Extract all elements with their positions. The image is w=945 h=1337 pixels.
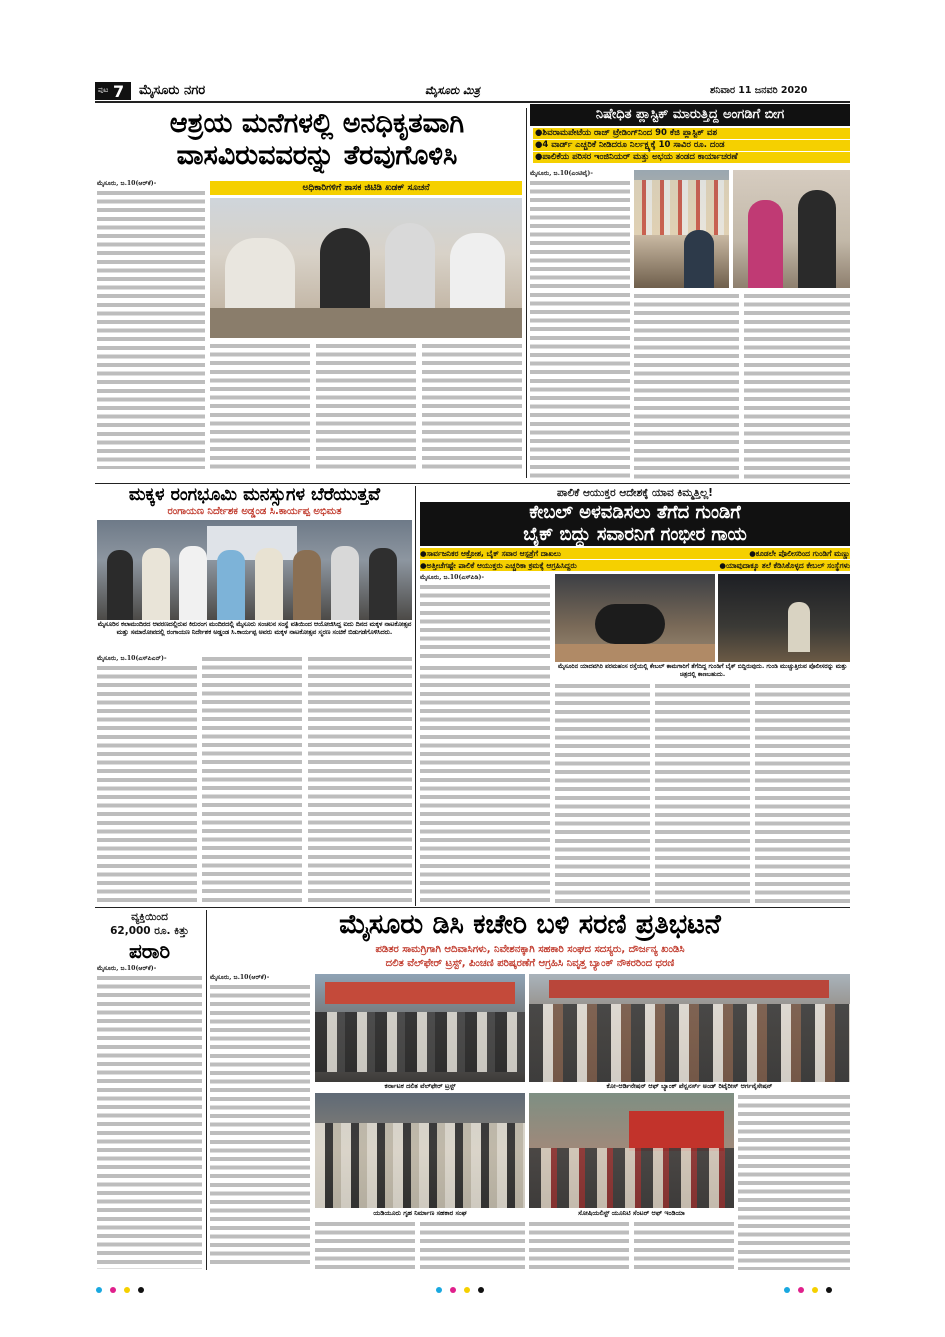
header-rule: [95, 101, 850, 103]
story4-col-b: [555, 682, 650, 904]
story6-col1: [210, 974, 310, 1270]
yellow-dot-icon: [464, 1287, 470, 1293]
story6-subhead-line1: ಪಡಿತರ ಸಾಮಗ್ರಿಗಾಗಿ ಆದಿವಾಸಿಗಳು, ನಿವೇಶನಕ್ಕಾಗಿ ಸಹಕಾರಿ ಸಂಘದ ಸದಸ್ಯರು, ದೌರ್ಜನ್ಯ ಖಂಡಿಸಿ: [375, 944, 685, 955]
story6-col2: [315, 1220, 415, 1270]
story3-col2: [202, 655, 302, 905]
photo-person: [107, 550, 133, 620]
yellow-dot-icon: [812, 1287, 818, 1293]
story4-col1: [420, 574, 550, 662]
story2-photo-right: [733, 170, 850, 288]
photo-crowd: [315, 1012, 525, 1072]
photo-person: [293, 550, 321, 620]
story6-col5: [634, 1220, 734, 1270]
story2-photo-left: [634, 170, 729, 288]
story4-bullet: ●ಅತ್ತೀಚೆಗಷ್ಟೇ ಪಾಲಿಕೆ ಆಯುಕ್ತರು ಎಚ್ಚರಿಕಾ ಕ್ರಮಕ್ಕೆ ಆಗ್ರಹಿಸಿದ್ದರು: [420, 561, 577, 570]
story6-photo-2: [529, 974, 850, 1082]
photo-person: [331, 546, 359, 620]
story3-col3: [308, 655, 412, 905]
story4-bullet: ●ಕೂಡಲೇ ಪೊಲೀಸರಿಂದ ಗುಂಡಿಗೆ ಮಣ್ಣು: [749, 549, 850, 558]
story4-bullets: [420, 548, 850, 571]
story4-dateline: ಮೈಸೂರು, ಜ.10(ಎಸ್‌ಪಿಡಿ)-: [420, 574, 485, 581]
masthead: ಮೈಸೂರು ಮಿತ್ರ: [425, 84, 480, 97]
cyan-dot-icon: [784, 1287, 790, 1293]
story2-bullet-2: ●4 ವಾರ್ಡ್ ಎಚ್ಚರಿಕೆ ನೀಡಿದರೂ ನಿರ್ಲಕ್ಷ್ಯಕ್ಕೆ 10 ಸಾವಿರ ರೂ. ದಂಡ: [533, 140, 850, 151]
story3-caption: ಮೈಸೂರಿನ ಕಲಾಮಂದಿರದ ಆವರಣದಲ್ಲಿರುವ ಕಿರುರಂಗ ಮಂದಿರದಲ್ಲಿ ಮೈಸೂರು ಸಂಚಲನ ಸಂಸ್ಥೆ ವತಿಯಿಂದ ಆಯೋಜಿಸಿದ್ದ ಐದು ದಿನದ ಮಕ್ಕಳ ನಾಟಕೋತ್ಸವ ಮತ್ತು ಸಮಾರೋಪದಲ್ಲಿ ರಂಗಾಯಣ ನಿರ್ದೇಶಕ ಅಡ್ಡಂಡ ಸಿ.ಕಾರ್ಯಪ್ಪ ಅವರು ಮಕ್ಕಳ ನಾಟಕೋತ್ಸವ ಸ್ಮರಣ ಸಂಚಿಕೆ ಬಿಡುಗಡೆಗೊಳಿಸಿದರು.: [97, 621, 412, 636]
story2-bullet-1: ●ಶಿವರಾಮಪೇಟೆಯ ರಾಜ್ ಟ್ರೇಡಿಂಗ್‌ನಿಂದ 90 ಕೆಜಿ ಪ್ಲಾಸ್ಟಿಕ್ ವಶ: [533, 128, 850, 139]
issue-date: ಶನಿವಾರ 11 ಜನವರಿ 2020: [710, 85, 808, 96]
story6-headline: ಮೈಸೂರು ಡಿಸಿ ಕಚೇರಿ ಬಳಿ ಸರಣಿ ಪ್ರತಿಭಟನೆ: [339, 909, 721, 940]
story4-col-a: [420, 664, 550, 904]
photo-person: [798, 190, 836, 288]
story1-col2: [210, 342, 310, 470]
section-title: ಮೈಸೂರು ನಗರ: [139, 83, 206, 98]
story2-col1-text-lines: [530, 179, 630, 479]
story2-bullets: [533, 128, 850, 163]
photo-person: [748, 200, 783, 288]
story4-headline-line2: ಬೈಕ್ ಬಿದ್ದು ಸವಾರನಿಗೆ ಗಂಭೀರ ಗಾಯ: [523, 524, 747, 545]
magenta-dot-icon: [798, 1287, 804, 1293]
yellow-dot-icon: [124, 1287, 130, 1293]
story6-photo-3: [315, 1093, 525, 1208]
story3-col1: [97, 655, 197, 905]
photo-pit: [555, 644, 715, 662]
story6-photo-caption-3: ಯಡಿಯೂರು ಗೃಹ ನಿರ್ಮಾಣ ಸಹಕಾರ ಸಂಘ: [373, 1209, 467, 1217]
story4-col-d: [755, 682, 850, 904]
cyan-dot-icon: [436, 1287, 442, 1293]
story2-dateline: ಮೈಸೂರು, ಜ.10(ಎಂಟಿವೈ)-: [530, 170, 593, 177]
vertical-divider: [415, 486, 416, 906]
photo-person: [142, 548, 170, 620]
magenta-dot-icon: [450, 1287, 456, 1293]
story6-photo-caption-2: ಕೋ-ಆರ್ಡಿನೇಷನ್ ಆಫ್ ಬ್ಯಾಂಕ್ ಪೆನ್ಷನರ್ಸ್ ಅಂಡ್ ರಿಟೈರೀಸ್ ಆರ್ಗನೈಸೇಷನ್: [606, 1082, 773, 1090]
story1-col1: [97, 180, 205, 470]
story5-kicker-line1: ವ್ಯಕ್ತಿಯಿಂದ: [131, 911, 168, 923]
story2-col3: [744, 292, 850, 480]
story4-caption: ಮೈಸೂರಿನ ಯಾದವಗಿರಿ ಪರಮಹಂಸ ರಸ್ತೆಯಲ್ಲಿ ಕೇಬಲ್ ಕಾಮಗಾರಿಗೆ ತೆಗೆದಿದ್ದ ಗುಂಡಿಗೆ ಬೈಕ್ ಬಿದ್ದಿರುವುದು. ಗುಂಡಿ ಮುಚ್ಚುತ್ತಿರುವ ಪೊಲೀಸರನ್ನು ಮತ್ತು ಚಿತ್ರದಲ್ಲಿ ಕಾಣಬಹುದು.: [557, 663, 848, 678]
cyan-dot-icon: [96, 1287, 102, 1293]
photo-crowd: [315, 1123, 525, 1208]
story4-photo-bike: [555, 574, 715, 662]
story1-headline-line2: ವಾಸವಿರುವವರನ್ನು ತೆರವುಗೊಳಿಸಿ: [176, 140, 458, 171]
vertical-divider: [526, 108, 527, 478]
story4-headline-line1: ಕೇಬಲ್ ಅಳವಡಿಸಲು ತೆಗೆದ ಗುಂಡಿಗೆ: [529, 502, 741, 523]
story6-photo-1: [315, 974, 525, 1082]
photo-crowd: [529, 1148, 734, 1208]
black-dot-icon: [826, 1287, 832, 1293]
story6-col-right: [738, 1093, 850, 1270]
story5-dateline: ಮೈಸೂರು, ಜ.10(ಆರ್‌ಕೆ)-: [97, 965, 157, 972]
story2-col1: [530, 170, 630, 480]
story6-col1-text-lines: [210, 983, 310, 1269]
photo-person: [788, 602, 810, 652]
story4-bullet-row: [420, 560, 850, 571]
story6-photo-caption-4: ಸೋಷಿಯಲಿಸ್ಟ್ ಯೂನಿಟಿ ಸೆಂಟರ್ ಆಫ್ ಇಂಡಿಯಾ: [578, 1209, 685, 1217]
magenta-dot-icon: [110, 1287, 116, 1293]
story4-kicker: ಪಾಲಿಕೆ ಆಯುಕ್ತರ ಆದೇಶಕ್ಕೆ ಯಾವ ಕಿಮ್ಮತ್ತಿಲ್ಲ!: [557, 487, 713, 499]
story3-dateline: ಮೈಸೂರು, ಜ.10(ಎಸ್‌ಪಿಎನ್)-: [97, 655, 167, 662]
registration-marks-left: [92, 1278, 148, 1297]
story3-col1-text-lines: [97, 664, 197, 904]
story6-dateline: ಮೈಸೂರು, ಜ.10(ಆರ್‌ಕೆ)-: [210, 974, 270, 981]
story1-col1-text-lines: [97, 189, 205, 469]
photo-person: [217, 550, 245, 620]
photo-person: [255, 548, 283, 620]
registration-marks-right: [780, 1278, 836, 1297]
story6-photo-caption-1: ಕರ್ನಾಟಕ ದಲಿತ ವೆಲ್‌ಫೇರ್ ಟ್ರಸ್ಟ್: [384, 1082, 456, 1090]
photo-shelf: [634, 180, 729, 235]
vertical-divider: [206, 910, 207, 1270]
story3-headline: ಮಕ್ಕಳ ರಂಗಭೂಮಿ ಮನಸ್ಸುಗಳ ಬೆರೆಯುತ್ತವೆ: [128, 485, 381, 505]
story1-col4: [422, 342, 522, 470]
photo-person: [684, 230, 714, 288]
photo-person: [369, 548, 397, 620]
story4-bullet: ●ಸಾರ್ವಜನಿಕರ ಆಕ್ರೋಶ, ಬೈಕ್ ಸವಾರ ಆಸ್ಪತ್ರೆಗೆ ದಾಖಲು: [420, 549, 561, 558]
story2-col2: [634, 292, 739, 480]
story6-col4: [529, 1220, 629, 1270]
story4-col-c: [655, 682, 750, 904]
story4-photo-police: [718, 574, 850, 662]
story5-text-lines: [97, 974, 202, 1269]
story6-photo-4: [529, 1093, 734, 1208]
page-number-box: [95, 82, 131, 100]
story3-photo: [97, 520, 412, 620]
photo-banner: [629, 1111, 724, 1151]
photo-person: [179, 546, 207, 620]
page-number: 7: [113, 82, 125, 101]
photo-banner: [325, 982, 515, 1004]
story5-kicker-line2: 62,000 ರೂ. ಕಿತ್ತು: [110, 925, 189, 937]
photo-banner: [549, 980, 829, 998]
story2-headline: ನಿಷೇಧಿತ ಪ್ಲಾಸ್ಟಿಕ್ ಮಾರುತ್ತಿದ್ದ ಅಂಗಡಿಗೆ ಬೀಗ: [595, 107, 785, 122]
story4-headline-box: [420, 502, 850, 546]
registration-marks-center: [432, 1278, 488, 1297]
page-label: ಪುಟ: [98, 86, 109, 94]
story4-bullet-row: [420, 548, 850, 559]
story6-subhead-line2: ದಲಿತ ವೆಲ್‌ಫೇರ್ ಟ್ರಸ್ಟ್, ಪಿಂಚಣಿ ಪರಿಷ್ಕರಣೆಗೆ ಆಗ್ರಹಿಸಿ ನಿವೃತ್ತ ಬ್ಯಾಂಕ್ ನೌಕರರಿಂದ ಧರಣಿ: [385, 958, 675, 969]
story6-col3: [420, 1220, 525, 1270]
story1-dateline: ಮೈಸೂರು, ಜ.10(ಆರ್‌ಕೆ)-: [97, 180, 157, 187]
story1-col3: [316, 342, 416, 470]
photo-table: [210, 308, 522, 338]
story2-headline-bar: [530, 104, 850, 126]
photo-crowd: [529, 1004, 850, 1082]
story5-col: [97, 965, 202, 1270]
story2-bullet-3: ●ಪಾಲಿಕೆಯ ಪರಿಸರ ಇಂಜಿನಿಯರ್ ಮತ್ತು ಅಭಯ ತಂಡದ ಕಾರ್ಯಾಚರಣೆ: [533, 152, 850, 163]
black-dot-icon: [478, 1287, 484, 1293]
story1-photo: [210, 198, 522, 338]
story1-headline-line1: ಆಶ್ರಯ ಮನೆಗಳಲ್ಲಿ ಅನಧಿಕೃತವಾಗಿ: [169, 108, 465, 139]
photo-bike: [595, 604, 665, 644]
story1-subhead: [210, 181, 522, 195]
story4-col1-text-lines: [420, 583, 550, 661]
story1-subhead-text: ಅಧಿಕಾರಿಗಳಿಗೆ ಶಾಸಕ ಜಿಟಿಡಿ ಖಡಕ್ ಸೂಚನೆ: [302, 183, 430, 193]
story4-bullet: ●ಯಾವುದಾಕ್ಕೂ ತಲೆ ಕೆಡಿಸಿಕೊಳ್ಳದ ಕೇಬಲ್ ಸಂಸ್ಥೆಗಳು: [719, 561, 850, 570]
story3-subhead: ರಂಗಾಯಣ ನಿರ್ದೇಶಕ ಅಡ್ಡಂಡ ಸಿ.ಕಾರ್ಯಪ್ಪ ಅಭಿಮತ: [167, 506, 342, 517]
page-header: [95, 82, 850, 102]
story5-headline: ಪರಾರಿ: [128, 939, 171, 963]
black-dot-icon: [138, 1287, 144, 1293]
